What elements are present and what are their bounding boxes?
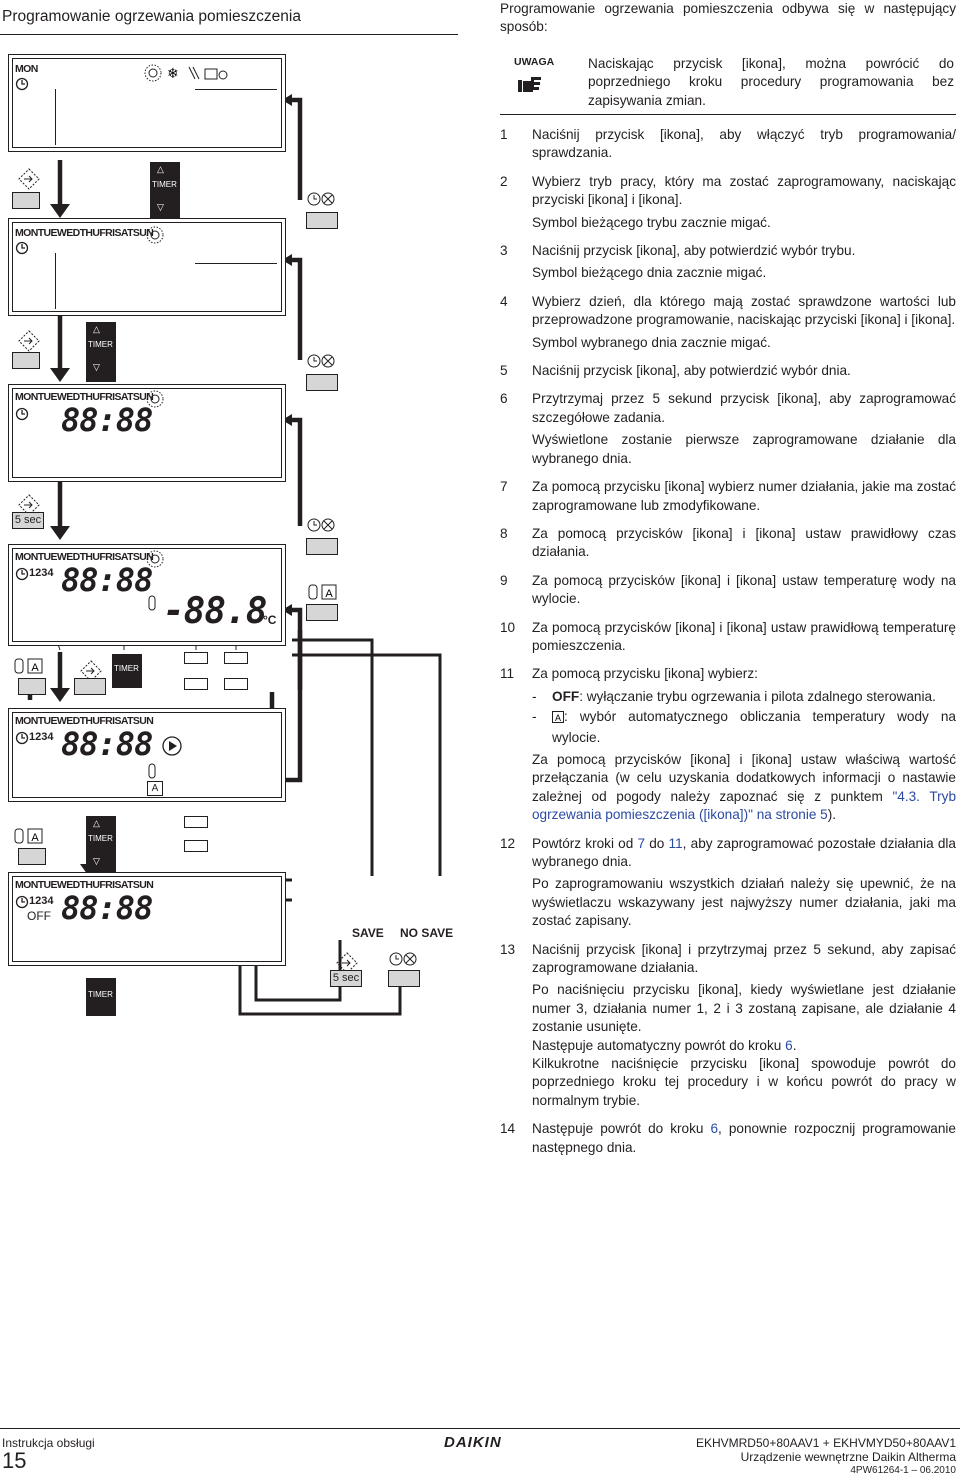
step-link-11[interactable]: 11 [668,835,683,851]
save-5sec-button[interactable]: 5 sec [330,970,362,987]
time-segments: 88:88 [61,401,153,439]
auto-button-2[interactable] [18,678,46,695]
svg-text:A: A [31,662,39,674]
step-3: 3 Naciśnij przycisk [ikona], aby potwierdzić wybór trybu. Symbol bieżącego dnia zacznie migać. [500,243,856,281]
thermo-auto-icon [12,658,44,674]
back-icon [388,950,420,968]
temp-unit: °C [263,613,277,627]
water-temp-down[interactable] [184,678,208,690]
section-link[interactable]: "4.3. Tryb ogrzewania pomieszczenia ([ikona])" na stronie 5 [532,788,957,823]
note-hand-icon [518,74,542,94]
svg-text:❄: ❄ [167,66,179,82]
step-6: 6 Przytrzymaj przez 5 sekund przycisk [ikona], aby zaprogramować szczegółowe zadania. Wyświetlone zostanie pierwsze zaprogramowane działanie dla wybranego dnia. [500,391,956,466]
step-12: 12 Powtórz kroki od 7 do 11, aby zaprogramować pozostałe działania dla wybranego dnia. Po zaprogramowaniu wszystkich działań należy się upewnić, że na wyświetlaczu wskazywany jest najwyższy numer działania, jaki ma zostać zapisany. [500,835,956,929]
step-1: 1 Naciśnij przycisk [ikona], aby włączyć tryb programowania/ sprawdzania. [500,127,956,161]
program-icon [18,168,40,190]
clock-icon [15,567,29,581]
lcd1-day: MON [15,63,38,75]
water-temp-down-2[interactable] [184,840,208,852]
nosave-label: NO SAVE [400,926,454,940]
thermometer-icon [147,763,157,779]
auto-button-1[interactable] [306,604,338,621]
lcd-display-4: MONTUEWEDTHUFRISATSUN 1234 88:88 -88.8 °C [8,544,286,646]
back-icon [306,352,338,370]
time-segments: 88:88 [61,561,153,599]
program-icon [18,330,40,352]
back-icon [306,516,338,534]
room-temp-up[interactable] [224,652,248,664]
note-label: UWAGA [514,56,555,68]
water-temp-up-2[interactable] [184,816,208,828]
step-14: 14 Następuje powrót do kroku 6, ponownie rozpocznij programowanie następnego dnia. [500,1121,956,1155]
clock-icon [15,895,29,909]
footer-unit: Urządzenie wewnętrzne Daikin Altherma [740,1450,956,1464]
thermo-auto-icon [306,584,338,600]
timer-button-2[interactable]: △ TIMER ▽ [86,322,116,382]
footer-rule [0,1428,960,1429]
off-word: OFF [552,688,580,704]
step-11: 11 Za pomocą przycisku [ikona] wybierz: - OFF: wyłączanie trybu ogrzewania i pilota zdalnego sterowania. - A : wybór automatycznego obliczania temperatury wody na wylocie. Za pomocą przycisków [ikona] i [ikona] ustaw właściwą wartość przełączania (w celu uzyskania dodatkowych informacji o nastawie zależnej od pogody należy zapoznać się z punktem "4.3. Tryb ogrzewania pomieszczenia ([ikona])" na stronie 5). [500,665,956,824]
back-icon [306,190,338,208]
note-text: Naciskając przycisk [ikona], można powrócić do poprzedniego kroku procedury programowania bez zapisywania zmian. [588,56,954,108]
step-10: 10 Za pomocą przycisków [ikona] i [ikona] ustaw prawidłową temperaturę pomieszczenia. [500,619,956,653]
svg-text:A: - A [554,713,562,724]
temp-segments: -88.8 [163,591,267,632]
step-link-6b[interactable]: 6 [710,1121,719,1137]
footer-model: EKHVMRD50+80AAV1 + EKHVMYD50+80AAV1 [695,1436,956,1450]
save-label: SAVE [352,926,384,940]
timer-button-3[interactable]: TIMER [112,654,142,688]
program-button-1[interactable] [12,192,40,209]
back-button-3[interactable] [306,538,338,555]
auto-box: A [147,781,163,796]
step-5: 5 Naciśnij przycisk [ikona], aby potwierdzić wybór dnia. [500,363,851,379]
water-temp-up[interactable] [184,652,208,664]
clock-icon [15,407,29,421]
section-title: Programowanie ogrzewania pomieszczenia [2,8,301,25]
mode-icons [143,63,233,83]
svg-text:A: A [325,588,333,600]
footer-doc: 4PW61264-1 – 06.2010 [850,1465,956,1476]
play-icon [161,735,183,757]
svg-text:A: A [31,832,39,844]
heating-icon [145,549,165,569]
timer-button-1[interactable]: △ TIMER ▽ [150,162,180,222]
clock-icon [15,241,29,255]
room-temp-down[interactable] [224,678,248,690]
lcd-display-6: MONTUEWEDTHUFRISATSUN 1234 88:88 OFF [8,872,286,966]
five-sec-button[interactable]: 5 sec [12,512,44,529]
step-2: 2 Wybierz tryb pracy, który ma zostać zaprogramowany, naciskając przyciski [ikona] i [ikona]. Symbol bieżącego trybu zacznie migać. [500,173,956,230]
clock-icon [15,731,29,745]
page-number: 15 [2,1448,27,1473]
program-number: 1234 [29,567,54,579]
auto-icon [552,710,564,728]
clock-icon [15,77,29,91]
heating-icon [145,225,165,245]
off-indicator: OFF [27,909,51,923]
heating-icon [145,389,165,409]
step-13: 13 Naciśnij przycisk [ikona] i przytrzymaj przez 5 sekund, aby zapisać zaprogramowane działania. Po naciśnięciu przycisku [ikona], kiedy wyświetlane jest działanie numer 3, działania numer 1, 2 i 3 zostaną zapisane, ale działanie 4 zostanie usunięte. Następuje automatyczny powrót do kroku 6. Kilkukrotne naciśnięcie przycisku [ikona] spowoduje powrót do poprzedniego kroku tej procedury i w końcu powrót do pracy w normalnym trybie. [500,941,956,1108]
step-4: 4 Wybierz dzień, dla którego mają zostać sprawdzone wartości lub przeprowadzone programowanie, naciskając przyciski [ikona] i [ikona]. Symbol wybranego dnia zacznie migać. [500,293,956,350]
lcd-display-5: MONTUEWEDTHUFRISATSUN 1234 88:88 A [8,708,286,802]
step-8: 8 Za pomocą przycisków [ikona] i [ikona] ustaw prawidłowy czas działania. [500,525,956,560]
note-rule [500,114,956,115]
auto-button-3[interactable] [18,848,46,865]
thermometer-icon [147,595,157,611]
step-7: 7 Za pomocą przycisku [ikona] wybierz numer działania, jakie ma zostać zaprogramowane lub zmodyfikowane. [500,479,956,513]
steps-list [500,126,956,1167]
intro-text: Programowanie ogrzewania pomieszczenia odbywa się w następujący sposób: [500,1,956,35]
step-9: 9 Za pomocą przycisków [ikona] i [ikona] ustaw temperaturę wody na wylocie. [500,572,956,607]
timer-button-5[interactable]: TIMER [86,978,116,1016]
footer-manual: Instrukcja obsługi [2,1436,95,1450]
program-button-2[interactable] [12,352,40,369]
step-link-6[interactable]: 6 [785,1037,793,1053]
daikin-logo: DAIKIN [444,1434,502,1451]
back-button-2[interactable] [306,374,338,391]
lcd-display-2: MONTUEWEDTHUFRISATSUN [8,218,286,316]
thermo-auto-icon [12,828,44,844]
back-button-1[interactable] [306,212,338,229]
lcd-display-1 [8,54,286,152]
step-link-7[interactable]: 7 [637,835,646,851]
program-button-3[interactable] [74,678,106,695]
nosave-button[interactable] [388,970,420,987]
lcd-display-3: MONTUEWEDTHUFRISATSUN 88:88 [8,384,286,482]
timer-button-4[interactable]: △ TIMER ▽ [86,816,116,876]
flow-arrows [0,0,470,1020]
